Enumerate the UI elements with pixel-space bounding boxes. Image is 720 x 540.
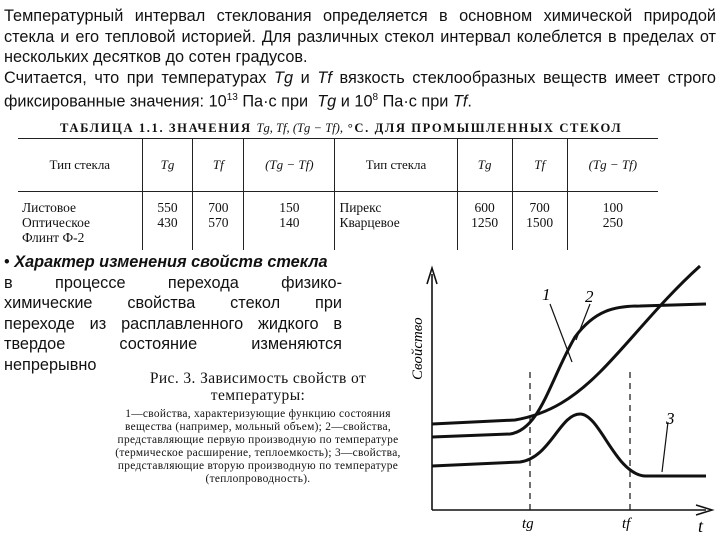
bullet-marker: • <box>4 253 10 271</box>
cell-name: Листовое <box>22 200 77 215</box>
curve-label-1: 1 <box>542 285 551 304</box>
tf-symbol: Tf <box>317 68 332 87</box>
exponent-13: 13 <box>226 92 238 103</box>
cell-value: 700 <box>529 200 550 215</box>
caption-body: 1—свойства, характеризующие функцию состояния вещества (например, мольный объем); 2—свойства, представляющие первую производную по температуре (термическое расширение, теплоемкость); 3—свойства, представляющие вторую производную по температуре (теплопроводность). <box>115 408 401 485</box>
bullet-lead: Характер изменения свойств стекла <box>14 253 328 271</box>
bullet-line: химические свойства стекол при <box>4 294 342 312</box>
bullet-section <box>4 252 342 375</box>
cell-value: 100 <box>602 200 623 215</box>
table-row <box>18 192 658 251</box>
intro-p2-start: Считается, что при температурах <box>4 68 267 87</box>
bullet-line: твердое состояние изменяются <box>4 335 342 353</box>
header-tg: Tg <box>142 139 193 192</box>
header-diff-2: (Tg − Tf) <box>567 139 658 192</box>
intro-and-2: и 10 <box>340 92 373 111</box>
right-diff-cell <box>567 192 658 251</box>
right-tf-cell <box>512 192 567 251</box>
intro-p2-mid: вязкость стеклообразных веществ имеет строго фиксированные значения: 10 <box>4 68 716 111</box>
intro-text <box>4 6 716 112</box>
header-glass-type-2: Тип стекла <box>335 139 457 192</box>
right-names-cell <box>335 192 457 251</box>
right-tg-cell <box>457 192 512 251</box>
cell-value: 550 <box>157 200 178 215</box>
glass-temperature-table <box>18 138 658 250</box>
bullet-line: переходе из расплавленного жидкого в <box>4 314 342 333</box>
tick-label-tg: tg <box>522 516 534 532</box>
tg-symbol: Tg <box>274 68 294 87</box>
cell-name: Пирекс <box>339 200 382 215</box>
curve-label-2: 2 <box>585 287 594 306</box>
intro-and: и <box>300 68 310 87</box>
tg-symbol-2: Tg <box>317 92 337 111</box>
header-tg-2: Tg <box>457 139 512 192</box>
left-tf-cell <box>193 192 244 251</box>
tick-label-tf: tf <box>622 516 631 532</box>
property-temperature-figure <box>400 262 718 534</box>
bullet-line: непрерывно <box>4 355 97 374</box>
cell-value: 1250 <box>471 215 499 230</box>
figure-caption <box>112 370 404 486</box>
curve-label-3: 3 <box>666 409 675 428</box>
cell-value: 600 <box>474 200 495 215</box>
cell-value: 700 <box>208 200 229 215</box>
cell-name: Оптическое <box>22 215 90 230</box>
table-title <box>60 121 622 136</box>
header-tf: Tf <box>193 139 244 192</box>
left-diff-cell <box>244 192 335 251</box>
table-header-row <box>18 139 658 192</box>
cell-value: 1500 <box>526 215 554 230</box>
left-tg-cell <box>142 192 193 251</box>
intro-paragraph-1: Температурный интервал стеклования определяется в основном химической природой стекла и его тепловой историей. Для различных стекол интервал колеблется в пределах от нескольких десятков до сотен градусов. <box>4 7 716 66</box>
bullet-lead-line <box>4 252 342 273</box>
cell-value: 150 <box>279 200 300 215</box>
curve-1-leader <box>550 304 572 362</box>
curve-3-leader <box>662 422 668 472</box>
intro-period: . <box>467 92 472 111</box>
caption-title: Рис. 3. Зависимость свойств от температуры: <box>149 370 367 404</box>
x-axis-label: t <box>698 516 704 534</box>
header-tf-2: Tf <box>512 139 567 192</box>
cell-value: 250 <box>602 215 623 230</box>
y-axis-label: Свойство <box>410 317 426 380</box>
exponent-8: 8 <box>372 92 379 103</box>
header-glass-type: Тип стекла <box>18 139 142 192</box>
table-title-suffix: °С. ДЛЯ ПРОМЫШЛЕННЫХ СТЕКОЛ <box>347 121 623 135</box>
cell-value: 430 <box>157 215 178 230</box>
left-names-cell <box>18 192 142 251</box>
intro-paragraph-2 <box>4 68 716 112</box>
header-diff: (Tg − Tf) <box>244 139 335 192</box>
cell-name: Флинт Ф-2 <box>22 230 85 245</box>
tf-symbol-2: Tf <box>452 92 468 111</box>
table-title-prefix: ТАБЛИЦА 1.1. ЗНАЧЕНИЯ <box>60 121 252 135</box>
cell-name: Кварцевое <box>339 215 400 230</box>
cell-value: 140 <box>279 215 300 230</box>
cell-value: 570 <box>208 215 229 230</box>
table-title-vars: Tg, Tf, (Tg − Tf), <box>256 121 343 135</box>
intro-pas-at: Па·с при <box>242 92 309 111</box>
intro-pas-at-2: Па·с при <box>382 92 449 111</box>
bullet-line: в процессе перехода физико- <box>4 273 342 292</box>
